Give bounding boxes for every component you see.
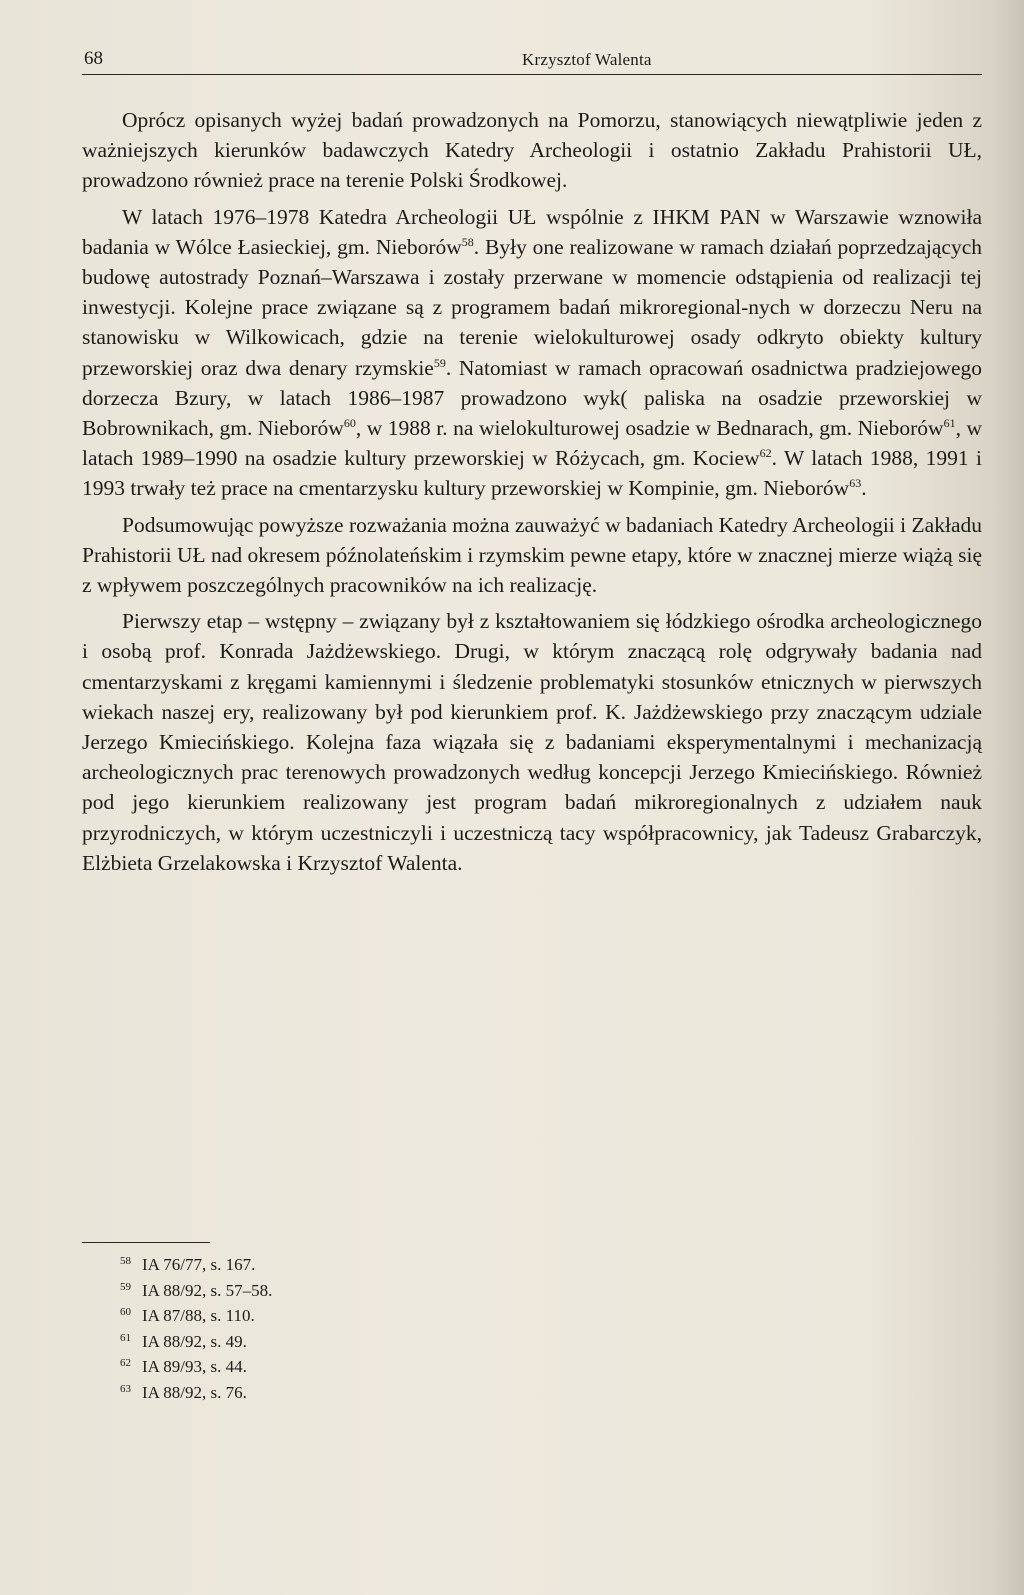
paragraph-text: Oprócz opisanych wyżej badań prowadzonych na Pomorzu, stanowiących niewątpliwie jeden z ważniejszych kierunków badawczych Katedry Archeologii i ostatnio Zakładu Prahistorii UŁ, prowadzono również prace na terenie Polski Środkowej. — [82, 108, 982, 193]
footnote-61: 61 IA 88/92, s. 49. — [120, 1331, 247, 1351]
footnote-text: IA 87/88, s. 110. — [142, 1306, 255, 1325]
page-header — [82, 44, 982, 75]
footnote-text: IA 88/92, s. 57–58. — [142, 1280, 273, 1300]
paragraph-4 — [82, 606, 982, 878]
footnote-ref-60[interactable]: 60 — [343, 416, 356, 431]
footnote-text: IA 88/92, s. 76. — [142, 1382, 247, 1402]
page-number: 68 — [84, 48, 103, 69]
footnotes — [120, 1252, 520, 1405]
footnote-ref-59[interactable]: 59 — [433, 355, 446, 370]
footnote-ref-63[interactable]: 63 — [849, 476, 862, 491]
footnote-ref-61[interactable]: 61 — [943, 416, 956, 431]
paragraph-text: Pierwszy etap – wstępny – związany był z kształtowaniem się łódzkiego ośrodka archeologicznego i osobą prof. Konrada Jażdżewskiego. Drugi, w którym znaczącą rolę odgrywały badania nad cmentarzyskami z kręgami kamiennymi i śledzenie problematyki stosunków etnicznych w pierwszych wiekach naszej ery, realizowany był pod kierunkiem prof. K. Jażdżewskiego przy znaczącym udziale Jerzego Kmiecińskiego. Kolejna faza wiązała się z badaniami eksperymentalnymi i mechanizacją archeologicznych prac terenowych prowadzonych według koncepcji Jerzego Kmiecińskiego. Również pod jego kierunkiem realizowany jest program badań mikroregionalnych z udziałem nauk przyrodniczych, w którym uczestniczyli i uczestniczą tacy współpracownicy, jak Tadeusz Grabarczyk, Elżbieta Grzelakowska i Krzysztof Walenta. — [82, 609, 982, 875]
paragraph-text: , w 1988 r. na wielokulturowej osadzie w Bednarach, gm. Nieborów — [355, 416, 944, 441]
paragraph-2 — [82, 202, 982, 504]
paragraph-1 — [82, 105, 982, 196]
footnote-ref-58[interactable]: 58 — [461, 234, 474, 249]
footnote-59: 59 IA 88/92, s. 57–58. — [120, 1280, 273, 1300]
paragraph-text: . Były one realizowane w ramach działań poprzedzających budowę autostrady Poznań–Warszawa i zostały przerwane w momencie odstąpienia od realizacji tej inwestycji. Kolejne prace związane są z programem badań mikroregional-nych w dorzeczu Neru na stanowisku w Wilkowicach, gdzie na terenie wielokulturowej osady odkryto obiekty kultury przeworskiej oraz dwa denary rzymskie — [82, 234, 982, 380]
paragraph-text: , w latach 1989–1990 na osadzie kultury przeworskiej w Różycach, gm. Kociew — [82, 416, 982, 471]
running-head-author: Krzysztof Walenta — [522, 50, 652, 69]
paragraph-text: . Natomiast w ramach opracowań osadnictwa pradziejowego dorzecza Bzury, w latach 1986–1987 prowadzono wyk( paliska na osadzie przeworskiej w Bobrownikach, gm. Nieborów — [82, 355, 982, 441]
footnote-ref-62[interactable]: 62 — [759, 446, 772, 461]
paragraph-text: W latach 1976–1978 Katedra Archeologii UŁ wspólnie z IHKM PAN w Warszawie wznowiła badania w Wólce Łasieckiej, gm. Nieborów — [82, 204, 982, 259]
footnote-separator — [82, 1242, 210, 1243]
footnote-text: IA 76/77, s. 167. — [142, 1255, 256, 1274]
paragraph-3 — [82, 510, 982, 601]
footnote-62: 62 IA 89/93, s. 44. — [120, 1357, 247, 1376]
paragraph-text: . W latach 1988, 1991 i 1993 trwały też prace na cmentarzysku kultury przeworskiej w Kompinie, gm. Nieborów — [82, 446, 982, 501]
footnote-text: IA 88/92, s. 49. — [142, 1331, 247, 1351]
body-text — [82, 105, 982, 884]
footnote-text: IA 89/93, s. 44. — [142, 1357, 247, 1376]
paragraph-text: Podsumowując powyższe rozważania można zauważyć w badaniach Katedry Archeologii i Zakładu Prahistorii UŁ nad okresem późnolateńskim i rzymskim pewne etapy, które w znacznej mierze wiążą się z wpływem poszczególnych pracowników na ich realizację. — [82, 512, 982, 598]
footnote-60: 60 IA 87/88, s. 110. — [120, 1306, 255, 1325]
footnote-63: 63 IA 88/92, s. 76. — [120, 1382, 247, 1402]
paragraph-text: . — [861, 476, 867, 501]
footnote-58: 58 IA 76/77, s. 167. — [120, 1255, 256, 1274]
